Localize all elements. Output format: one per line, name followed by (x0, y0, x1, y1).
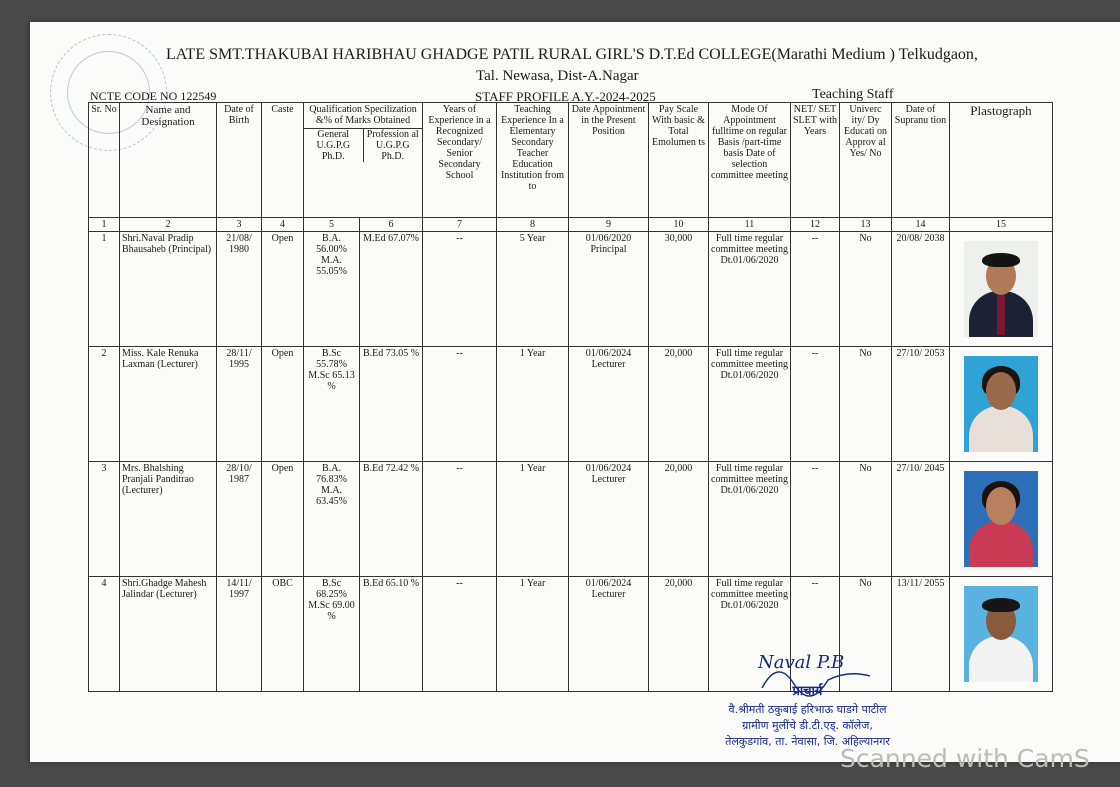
col-number: 15 (950, 218, 1053, 232)
stamp-line: ग्रामीण मुलींचे डी.टी.एड्. कॉलेज, (742, 718, 873, 732)
col-mode: Mode Of Appointment fulltime on regular Basis /part-time basis Date of selection committee meeting (709, 103, 791, 218)
cell-caste: Open (262, 462, 304, 577)
col-number: 2 (120, 218, 217, 232)
table-row (89, 577, 1053, 692)
cell-date-appointment: 01/06/2024 Lecturer (569, 577, 649, 692)
cell-photo (950, 232, 1053, 347)
header-row (89, 103, 1053, 218)
col-number: 9 (569, 218, 649, 232)
cell-mode: Full time regular committee meeting Dt.01/06/2020 (709, 462, 791, 577)
stamp-line: वै.श्रीमती ठकुबाई हरिभाऊ घाडगे पाटील (728, 702, 887, 716)
ncte-code: NCTE CODE NO 122549 (90, 89, 217, 103)
cell-pay: 30,000 (649, 232, 709, 347)
staff-photo (964, 586, 1038, 682)
cell-dob: 21/08/ 1980 (217, 232, 262, 347)
col-number: 14 (892, 218, 950, 232)
cell-net: -- (791, 462, 840, 577)
college-address: Tal. Newasa, Dist-A.Nagar (476, 68, 639, 84)
cell-university: No (840, 347, 892, 462)
col-number: 6 (360, 218, 423, 232)
cell-professional: M.Ed 67.07% (360, 232, 423, 347)
number-row (89, 218, 1053, 232)
qual-professional: Profession al U.G.P.G Ph.D. (363, 129, 423, 162)
col-number: 11 (709, 218, 791, 232)
qual-heading: Qualification Specilization &% of Marks Obtained (309, 104, 417, 126)
cell-professional: B.Ed 65.10 % (360, 577, 423, 692)
cell-dob: 28/11/ 1995 (217, 347, 262, 462)
cell-teaching-exp: 1 Year (497, 577, 569, 692)
cell-supranuation: 27/10/ 2053 (892, 347, 950, 462)
cell-mode: Full time regular committee meeting Dt.01/06/2020 (709, 232, 791, 347)
cell-dob: 14/11/ 1997 (217, 577, 262, 692)
cell-supranuation: 20/08/ 2038 (892, 232, 950, 347)
col-name: Name and Designation (120, 103, 217, 218)
col-years-exp: Years of Experience in a Recognized Secondary/ Senior Secondary School (423, 103, 497, 218)
principal-signature: Naval P.B (758, 652, 845, 673)
cell-pay: 20,000 (649, 577, 709, 692)
staff-photo (964, 356, 1038, 452)
staff-profile-heading: STAFF PROFILE A.Y.-2024-2025 (475, 89, 656, 104)
stamp-line: तेलकुडगांव, ता. नेवासा, जि. अहिल्यानगर (725, 734, 890, 748)
cell-university: No (840, 232, 892, 347)
table-row (89, 347, 1053, 462)
col-number: 7 (423, 218, 497, 232)
cell-general: B.Sc 55.78% M.Sc 65.13 % (304, 347, 360, 462)
table-row (89, 232, 1053, 347)
cell-professional: B.Ed 72.42 % (360, 462, 423, 577)
cell-teaching-exp: 5 Year (497, 232, 569, 347)
cell-photo (950, 577, 1053, 692)
cell-photo (950, 462, 1053, 577)
cell-general: B.A. 76.83% M.A. 63.45% (304, 462, 360, 577)
col-university: Univerc ity/ Dy Educati on Approv al Yes/ No (840, 103, 892, 218)
col-number: 10 (649, 218, 709, 232)
col-number: 13 (840, 218, 892, 232)
cell-name: Shri.Naval Pradip Bhausaheb (Principal) (120, 232, 217, 347)
cell-university: No (840, 462, 892, 577)
scanner-watermark: Scanned with CamS (840, 744, 1090, 773)
staff-photo (964, 241, 1038, 337)
cell-net: -- (791, 232, 840, 347)
cell-caste: Open (262, 347, 304, 462)
cell-general: B.Sc 68.25% M.Sc 69.00 % (304, 577, 360, 692)
cell-years-exp: -- (423, 232, 497, 347)
cell-name: Mrs. Bhalshing Pranjali Panditrao (Lecturer) (120, 462, 217, 577)
cell-date-appointment: 01/06/2024 Lecturer (569, 347, 649, 462)
col-caste: Caste (262, 103, 304, 218)
cell-sr: 3 (89, 462, 120, 577)
col-pay: Pay Scale With basic & Total Emolumen ts (649, 103, 709, 218)
cell-years-exp: -- (423, 577, 497, 692)
col-number: 8 (497, 218, 569, 232)
col-supranuation: Date of Supranu tion (892, 103, 950, 218)
col-number: 3 (217, 218, 262, 232)
cell-teaching-exp: 1 Year (497, 462, 569, 577)
cell-caste: Open (262, 232, 304, 347)
col-number: 5 (304, 218, 360, 232)
cell-mode: Full time regular committee meeting Dt.01/06/2020 (709, 577, 791, 692)
col-number: 1 (89, 218, 120, 232)
college-stamp (700, 683, 915, 750)
college-title: LATE SMT.THAKUBAI HARIBHAU GHADGE PATIL RURAL GIRL'S D.T.Ed COLLEGE(Marathi Medium ) Telkudgaon, (166, 46, 978, 63)
cell-mode: Full time regular committee meeting Dt.01/06/2020 (709, 347, 791, 462)
cell-professional: B.Ed 73.05 % (360, 347, 423, 462)
cell-net: -- (791, 347, 840, 462)
staff-photo (964, 471, 1038, 567)
cell-sr: 4 (89, 577, 120, 692)
cell-years-exp: -- (423, 462, 497, 577)
cell-photo (950, 347, 1053, 462)
cell-dob: 28/10/ 1987 (217, 462, 262, 577)
table-row (89, 462, 1053, 577)
col-number: 4 (262, 218, 304, 232)
cell-university: No (840, 577, 892, 692)
cell-supranuation: 13/11/ 2055 (892, 577, 950, 692)
col-qualification (304, 103, 423, 218)
col-sr: Sr. No (89, 103, 120, 218)
cell-pay: 20,000 (649, 462, 709, 577)
cell-sr: 2 (89, 347, 120, 462)
col-net: NET/ SET SLET with Years (791, 103, 840, 218)
staff-category: Teaching Staff (812, 87, 894, 102)
cell-general: B.A. 56.00% M.A. 55.05% (304, 232, 360, 347)
cell-pay: 20,000 (649, 347, 709, 462)
cell-name: Shri.Ghadge Mahesh Jalindar (Lecturer) (120, 577, 217, 692)
cell-supranuation: 27/10/ 2045 (892, 462, 950, 577)
cell-teaching-exp: 1 Year (497, 347, 569, 462)
cell-sr: 1 (89, 232, 120, 347)
cell-net: -- (791, 577, 840, 692)
cell-date-appointment: 01/06/2020 Principal (569, 232, 649, 347)
cell-name: Miss. Kale Renuka Laxman (Lecturer) (120, 347, 217, 462)
cell-caste: OBC (262, 577, 304, 692)
col-teaching-exp: Teaching Experience In a Elementary Secondary Teacher Education Institution from to (497, 103, 569, 218)
col-photo: Plastograph (950, 103, 1053, 218)
cell-date-appointment: 01/06/2024 Lecturer (569, 462, 649, 577)
col-dob: Date of Birth (217, 103, 262, 218)
qual-general: General U.G.P.G Ph.D. (316, 129, 351, 162)
staff-table (88, 102, 1053, 692)
col-number: 12 (791, 218, 840, 232)
cell-years-exp: -- (423, 347, 497, 462)
stamp-title: प्राचार्य (792, 684, 823, 699)
col-date-appointment: Date Appointment in the Present Position (569, 103, 649, 218)
